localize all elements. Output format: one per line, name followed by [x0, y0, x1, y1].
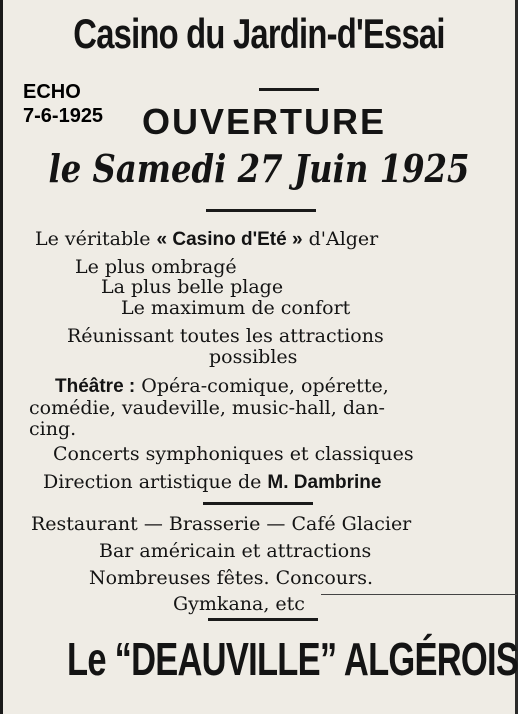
feature-shade: Le plus ombragé — [75, 256, 237, 278]
theatre-text-1: Opéra-comique, opérette, — [141, 375, 389, 397]
archive-stamp — [23, 80, 103, 128]
theatre-line-1 — [55, 375, 389, 398]
divider-services — [203, 502, 313, 505]
services-line-1: Restaurant — Brasserie — Café Glacier — [31, 513, 412, 535]
feature-beach: La plus belle plage — [101, 276, 284, 298]
intro-pre: Le véritable — [35, 228, 157, 250]
director-name: M. Dambrine — [267, 472, 382, 493]
services-line-4: Gymkana, etc — [173, 593, 305, 615]
divider-top — [259, 88, 319, 91]
intro-line — [35, 228, 378, 251]
concerts-line: Concerts symphoniques et classiques — [53, 443, 414, 465]
stamp-line-2: 7-6-1925 — [23, 105, 104, 127]
opening-heading: OUVERTURE — [141, 101, 387, 142]
theatre-label: Théâtre : — [55, 376, 136, 397]
attractions-line-1: Réunissant toutes les attractions — [67, 325, 384, 347]
divider-hairline — [321, 594, 517, 595]
direction-line — [43, 471, 381, 494]
opening-date: le Samedi 27 Juin 1925 — [48, 146, 470, 191]
deauville-slogan: Le “DEAUVILLE” ALGÉROIS — [67, 633, 518, 685]
services-line-3: Nombreuses fêtes. Concours. — [89, 567, 373, 589]
services-line-2: Bar américain et attractions — [99, 540, 372, 562]
casino-title: Casino du Jardin-d'Essai — [73, 10, 445, 57]
feature-comfort: Le maximum de confort — [121, 297, 351, 319]
divider-date — [206, 209, 316, 212]
direction-pre: Direction artistique de — [43, 471, 268, 493]
casino-d-ete: « Casino d'Eté » — [156, 229, 303, 250]
divider-bottom — [208, 618, 318, 621]
attractions-line-2: possibles — [209, 346, 298, 368]
theatre-line-2: comédie, vaudeville, music-hall, dan- — [29, 397, 385, 419]
stamp-line-1: ECHO — [23, 81, 81, 103]
intro-post: d'Alger — [302, 228, 379, 250]
theatre-line-3: cing. — [29, 418, 77, 440]
